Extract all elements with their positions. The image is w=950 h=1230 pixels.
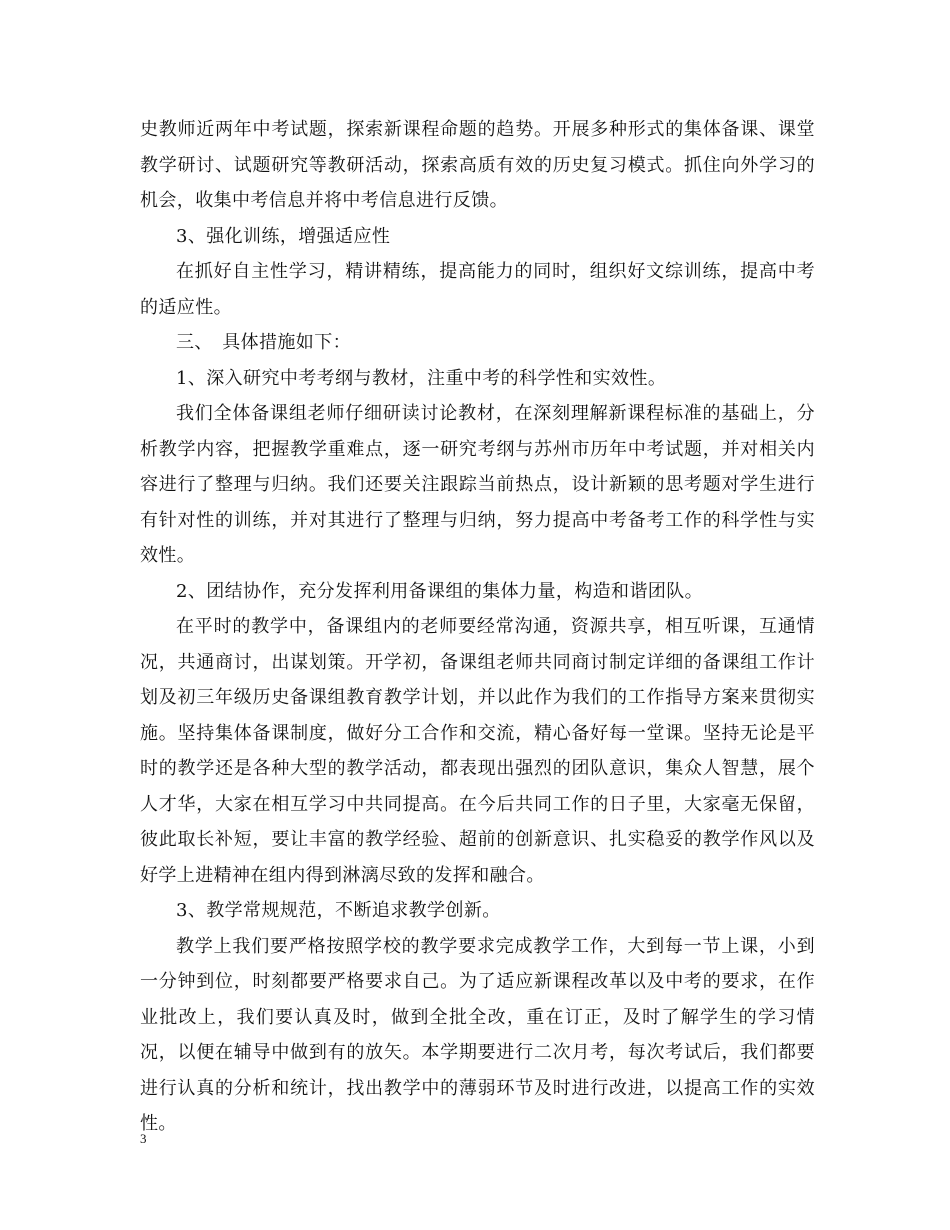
section-heading: 三、 具体措施如下： — [176, 332, 351, 353]
paragraph: 教学上我们要严格按照学校的教学要求完成教学工作，大到每一节上课，小到一分钟到位，时刻都要严格要求自己。为了适应新课程改革以及中考的要求，在作业批改上，我们要认真及时，做到全批全改，重在订正，及时了解学生的学习情况，以便在辅导中做到有的放矢。本学期要进行二次月考，每次考试后，我们都要进行认真的分析和统计，找出教学中的薄弱环节及时进行改进，以提高工作的实效性。 — [140, 935, 815, 1134]
page-number: 3 — [140, 1131, 147, 1146]
subheading: 3、教学常规规范，不断追求教学创新。 — [176, 900, 501, 921]
subheading: 3、强化训练，增强适应性 — [176, 225, 391, 247]
subheading: 1、深入研究中考考纲与教材，注重中考的科学性和实效性。 — [176, 367, 667, 389]
paragraph: 在平时的教学中，备课组内的老师要经常沟通，资源共享，相互听课，互通情况，共通商讨，出谋划策。开学初，备课组老师共同商讨制定详细的备课组工作计划及初三年级历史备课组教育教学计划，并以此作为我们的工作指导方案来贯彻实施。坚持集体备课制度，做好分工合作和交流，精心备好每一堂课。坚持无论是平时的教学还是各种大型的教学活动，都表现出强烈的团队意识，集众人智慧，展个人才华，大家在相互学习中共同提高。在今后共同工作的日子里，大家毫无保留，彼此取长补短，要让丰富的教学经验、超前的创新意识、扎实稳妥的教学作风以及好学上进精神在组内得到淋漓尽致的发挥和融合。 — [140, 616, 815, 886]
paragraph: 史教师近两年中考试题，探索新课程命题的趋势。开展多种形式的集体备课、课堂教学研讨、试题研究等教研活动，探索高质有效的历史复习模式。抓住向外学习的机会，收集中考信息并将中考信息进行反馈。 — [140, 119, 815, 211]
paragraph: 我们全体备课组老师仔细研读讨论教材，在深刻理解新课程标准的基础上，分析教学内容，把握教学重难点，逐一研究考纲与苏州市历年中考试题，并对相关内容进行了整理与归纳。我们还要关注跟踪当前热点，设计新颖的思考题对学生进行有针对性的训练，并对其进行了整理与归纳，努力提高中考备考工作的科学性与实效性。 — [140, 403, 815, 566]
paragraph: 在抓好自主性学习，精讲精练，提高能力的同时，组织好文综训练，提高中考的适应性。 — [140, 261, 815, 318]
subheading: 2、团结协作，充分发挥利用备课组的集体力量，构造和谐团队。 — [176, 580, 704, 602]
body-text — [140, 112, 815, 1142]
